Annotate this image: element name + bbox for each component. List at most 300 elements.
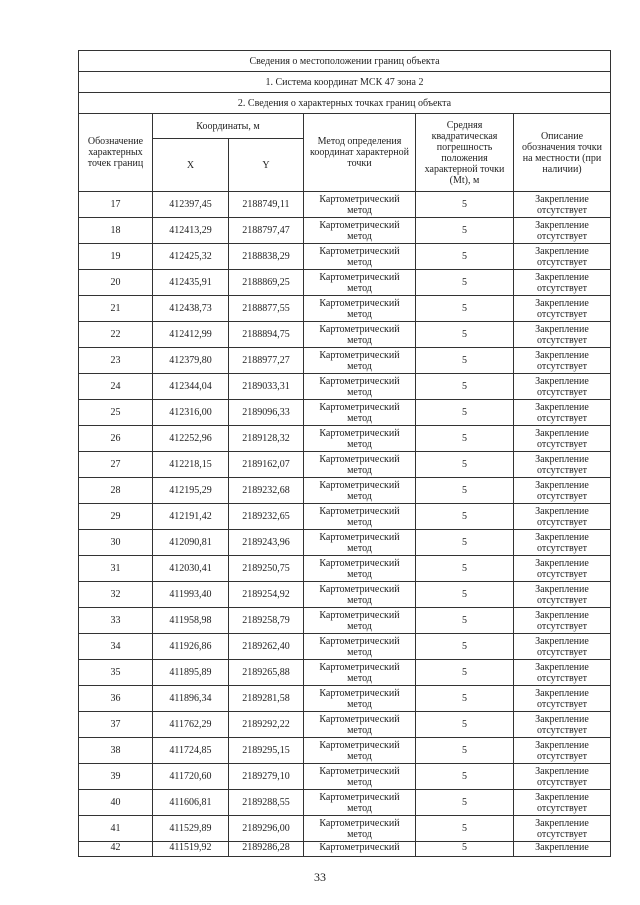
y-coordinate-cell xyxy=(229,842,304,857)
error-cell xyxy=(416,816,514,842)
point-number-cell-text: 33 xyxy=(110,615,121,626)
description-cell-text: отсутствует xyxy=(536,230,588,242)
y-coordinate-cell-text: 2189295,15 xyxy=(242,745,290,756)
method-cell-text: метод xyxy=(347,828,372,840)
error-cell-text: 5 xyxy=(462,719,467,730)
table-row xyxy=(79,556,611,582)
x-coordinate-cell xyxy=(153,426,229,452)
method-cell-text: Картометрический xyxy=(319,219,400,231)
error-cell-text: 5 xyxy=(462,251,467,262)
point-number-cell xyxy=(79,556,153,582)
point-number-cell xyxy=(79,634,153,660)
y-coordinate-cell-text: 2189258,79 xyxy=(242,615,290,626)
error-cell xyxy=(416,530,514,556)
description-cell-text: Закрепление xyxy=(535,375,589,387)
y-coordinate-cell-text: 2189292,22 xyxy=(242,719,290,730)
x-coordinate-cell-text: 412412,99 xyxy=(169,329,212,340)
page-number: 33 xyxy=(314,870,326,884)
x-coordinate-cell-text: 411519,92 xyxy=(169,842,212,853)
description-cell xyxy=(514,296,611,322)
table-row xyxy=(79,218,611,244)
description-cell xyxy=(514,530,611,556)
description-cell xyxy=(514,660,611,686)
method-cell-text: метод xyxy=(347,412,372,424)
table-row xyxy=(79,322,611,348)
method-cell xyxy=(304,790,416,816)
point-number-cell xyxy=(79,764,153,790)
method-cell xyxy=(304,244,416,270)
point-number-cell-text: 21 xyxy=(110,303,121,314)
method-cell xyxy=(304,426,416,452)
description-cell xyxy=(514,686,611,712)
method-cell-text: Картометрический xyxy=(319,739,400,751)
description-cell-text: Закрепление xyxy=(535,193,589,205)
x-coordinate-cell xyxy=(153,842,229,857)
point-number-cell-text: 37 xyxy=(110,719,121,730)
method-cell xyxy=(304,348,416,374)
table-row xyxy=(79,842,611,857)
y-coordinate-cell-text: 2189279,10 xyxy=(242,771,290,782)
method-cell xyxy=(304,738,416,764)
description-cell xyxy=(514,738,611,764)
x-coordinate-cell-text: 411606,81 xyxy=(169,797,212,808)
x-coordinate-cell-text: 411958,98 xyxy=(169,615,212,626)
point-number-cell-text: 41 xyxy=(110,823,121,834)
point-number-cell-text: 32 xyxy=(110,589,121,600)
description-cell-text: Закрепление xyxy=(535,531,589,543)
method-cell-text: Картометрический xyxy=(319,193,400,205)
point-number-cell xyxy=(79,582,153,608)
description-cell xyxy=(514,608,611,634)
method-cell xyxy=(304,764,416,790)
description-cell-text: отсутствует xyxy=(536,412,588,424)
table-row xyxy=(79,348,611,374)
method-cell-text: Картометрический xyxy=(319,635,400,647)
x-coordinate-cell xyxy=(153,322,229,348)
point-number-cell-text: 18 xyxy=(110,225,121,236)
x-coordinate-cell-text: 411529,89 xyxy=(169,823,212,834)
description-cell-text: Закрепление xyxy=(535,401,589,413)
error-cell xyxy=(416,660,514,686)
method-cell-text: метод xyxy=(347,620,372,632)
description-cell-text: Закрепление xyxy=(535,765,589,777)
error-cell xyxy=(416,426,514,452)
x-coordinate-cell-text: 411762,29 xyxy=(169,719,212,730)
point-number-cell-text: 31 xyxy=(110,563,121,574)
method-cell-text: Картометрический xyxy=(319,245,400,257)
description-cell xyxy=(514,348,611,374)
point-number-cell-text: 17 xyxy=(110,199,121,210)
point-number-cell-text: 20 xyxy=(110,277,121,288)
x-coordinate-cell xyxy=(153,764,229,790)
y-coordinate-cell-text: 2189232,65 xyxy=(242,511,290,522)
point-number-cell-text: 30 xyxy=(110,537,121,548)
method-cell-text: метод xyxy=(347,568,372,580)
y-coordinate-cell-text: 2189254,92 xyxy=(242,589,290,600)
y-coordinate-cell-text: 2189265,88 xyxy=(242,667,290,678)
point-number-cell-text: 40 xyxy=(110,797,121,808)
x-coordinate-cell-text: 412425,32 xyxy=(169,251,212,262)
table-row xyxy=(79,374,611,400)
table-row xyxy=(79,790,611,816)
description-cell-text: Закрепление xyxy=(535,271,589,283)
description-cell xyxy=(514,218,611,244)
y-coordinate-cell-text: 2189286,28 xyxy=(242,842,290,853)
description-cell-text: отсутствует xyxy=(536,464,588,476)
x-coordinate-cell-text: 412438,73 xyxy=(169,303,212,314)
method-cell-text: Картометрический xyxy=(319,687,400,699)
error-cell-text: 5 xyxy=(462,589,467,600)
y-coordinate-cell xyxy=(229,660,304,686)
point-number-cell xyxy=(79,504,153,530)
description-cell-text: отсутствует xyxy=(536,620,588,632)
y-coordinate-cell-text: 2188977,27 xyxy=(242,355,290,366)
point-number-cell xyxy=(79,790,153,816)
coordinate-system-title: 1. Система координат МСК 47 зона 2 xyxy=(79,72,611,93)
x-coordinate-cell xyxy=(153,738,229,764)
header-error: Средняя квадратическая погрешность положения характерной точки (Mt), м xyxy=(416,114,514,192)
method-cell xyxy=(304,478,416,504)
x-coordinate-cell xyxy=(153,504,229,530)
point-number-cell-text: 26 xyxy=(110,433,121,444)
error-cell-text: 5 xyxy=(462,485,467,496)
x-coordinate-cell-text: 411724,85 xyxy=(169,745,212,756)
x-coordinate-cell xyxy=(153,374,229,400)
description-cell-text: Закрепление xyxy=(535,219,589,231)
error-cell-text: 5 xyxy=(462,407,467,418)
points-title: 2. Сведения о характерных точках границ объекта xyxy=(79,93,611,114)
x-coordinate-cell-text: 412435,91 xyxy=(169,277,212,288)
error-cell xyxy=(416,556,514,582)
method-cell-text: Картометрический xyxy=(319,323,400,335)
method-cell xyxy=(304,322,416,348)
table-row xyxy=(79,608,611,634)
method-cell-text: метод xyxy=(347,386,372,398)
point-number-cell xyxy=(79,686,153,712)
point-number-cell xyxy=(79,712,153,738)
method-cell-text: метод xyxy=(347,724,372,736)
header-method: Метод определения координат характерной точки xyxy=(304,114,416,192)
point-number-cell xyxy=(79,478,153,504)
x-coordinate-cell xyxy=(153,218,229,244)
y-coordinate-cell-text: 2188869,25 xyxy=(242,277,290,288)
description-cell-text: отсутствует xyxy=(536,516,588,528)
x-coordinate-cell xyxy=(153,270,229,296)
y-coordinate-cell-text: 2188838,29 xyxy=(242,251,290,262)
x-coordinate-cell-text: 411993,40 xyxy=(169,589,212,600)
description-cell-text: отсутствует xyxy=(536,750,588,762)
description-cell-text: Закрепление xyxy=(535,349,589,361)
x-coordinate-cell-text: 412218,15 xyxy=(169,459,212,470)
y-coordinate-cell-text: 2189243,96 xyxy=(242,537,290,548)
section-title: Сведения о местоположении границ объекта xyxy=(79,51,611,72)
header-x: X xyxy=(153,139,229,192)
description-cell-text: Закрепление xyxy=(535,245,589,257)
table-row xyxy=(79,634,611,660)
error-cell-text: 5 xyxy=(462,771,467,782)
x-coordinate-cell-text: 412379,80 xyxy=(169,355,212,366)
y-coordinate-cell xyxy=(229,530,304,556)
header-designation: Обозначение характерных точек границ xyxy=(79,114,153,192)
error-cell xyxy=(416,270,514,296)
method-cell xyxy=(304,556,416,582)
error-cell xyxy=(416,608,514,634)
method-cell-text: метод xyxy=(347,464,372,476)
x-coordinate-cell xyxy=(153,686,229,712)
point-number-cell-text: 38 xyxy=(110,745,121,756)
error-cell-text: 5 xyxy=(462,459,467,470)
error-cell xyxy=(416,478,514,504)
y-coordinate-cell-text: 2189232,68 xyxy=(242,485,290,496)
header-y: Y xyxy=(229,139,304,192)
error-cell xyxy=(416,686,514,712)
description-cell xyxy=(514,712,611,738)
error-cell-text: 5 xyxy=(462,303,467,314)
description-cell xyxy=(514,270,611,296)
method-cell xyxy=(304,296,416,322)
description-cell-text: отсутствует xyxy=(536,438,588,450)
x-coordinate-cell-text: 411896,34 xyxy=(169,693,212,704)
y-coordinate-cell xyxy=(229,426,304,452)
error-cell-text: 5 xyxy=(462,842,467,853)
y-coordinate-cell-text: 2189162,07 xyxy=(242,459,290,470)
x-coordinate-cell xyxy=(153,790,229,816)
method-cell-text: Картометрический xyxy=(319,479,400,491)
x-coordinate-cell xyxy=(153,478,229,504)
method-cell xyxy=(304,192,416,218)
method-cell-text: Картометрический xyxy=(319,791,400,803)
y-coordinate-cell-text: 2188797,47 xyxy=(242,225,290,236)
method-cell-text: Картометрический xyxy=(319,713,400,725)
method-cell-text: Картометрический xyxy=(319,583,400,595)
description-cell-text: отсутствует xyxy=(536,776,588,788)
x-coordinate-cell xyxy=(153,452,229,478)
x-coordinate-cell xyxy=(153,296,229,322)
error-cell-text: 5 xyxy=(462,537,467,548)
description-cell-text: Закрепление xyxy=(535,557,589,569)
description-cell-text: отсутствует xyxy=(536,646,588,658)
method-cell-text: метод xyxy=(347,360,372,372)
point-number-cell-text: 39 xyxy=(110,771,121,782)
method-cell-text: Картометрический xyxy=(319,271,400,283)
point-number-cell xyxy=(79,296,153,322)
table-row xyxy=(79,400,611,426)
method-cell-text: Картометрический xyxy=(319,349,400,361)
method-cell-text: метод xyxy=(347,204,372,216)
x-coordinate-cell-text: 412252,96 xyxy=(169,433,212,444)
x-coordinate-cell-text: 411720,60 xyxy=(169,771,212,782)
error-cell-text: 5 xyxy=(462,511,467,522)
method-cell-text: метод xyxy=(347,438,372,450)
x-coordinate-cell-text: 411895,89 xyxy=(169,667,212,678)
method-cell-text: Картометрический xyxy=(319,401,400,413)
y-coordinate-cell-text: 2189296,00 xyxy=(242,823,290,834)
point-number-cell xyxy=(79,348,153,374)
y-coordinate-cell xyxy=(229,374,304,400)
description-cell-text: Закрепление xyxy=(535,583,589,595)
description-cell xyxy=(514,790,611,816)
method-cell xyxy=(304,686,416,712)
description-cell xyxy=(514,634,611,660)
description-cell-text: Закрепление xyxy=(535,427,589,439)
method-cell-text: метод xyxy=(347,542,372,554)
table-row xyxy=(79,270,611,296)
method-cell xyxy=(304,218,416,244)
table-row xyxy=(79,296,611,322)
description-cell xyxy=(514,764,611,790)
error-cell xyxy=(416,738,514,764)
method-cell xyxy=(304,270,416,296)
method-cell-text: Картометрический xyxy=(319,505,400,517)
y-coordinate-cell-text: 2189281,58 xyxy=(242,693,290,704)
method-cell-text: метод xyxy=(347,594,372,606)
error-cell xyxy=(416,400,514,426)
error-cell-text: 5 xyxy=(462,225,467,236)
point-number-cell xyxy=(79,192,153,218)
error-cell xyxy=(416,504,514,530)
point-number-cell xyxy=(79,400,153,426)
description-cell xyxy=(514,400,611,426)
point-number-cell xyxy=(79,322,153,348)
method-cell-text: Картометрический xyxy=(319,842,400,853)
point-number-cell-text: 24 xyxy=(110,381,121,392)
y-coordinate-cell xyxy=(229,790,304,816)
table-row xyxy=(79,686,611,712)
method-cell xyxy=(304,712,416,738)
x-coordinate-cell xyxy=(153,816,229,842)
method-cell-text: Картометрический xyxy=(319,531,400,543)
method-cell-text: метод xyxy=(347,490,372,502)
description-cell-text: Закрепление xyxy=(535,453,589,465)
error-cell-text: 5 xyxy=(462,329,467,340)
y-coordinate-cell-text: 2189262,40 xyxy=(242,641,290,652)
method-cell-text: Картометрический xyxy=(319,765,400,777)
point-number-cell xyxy=(79,608,153,634)
point-number-cell-text: 22 xyxy=(110,329,121,340)
description-cell-text: отсутствует xyxy=(536,724,588,736)
method-cell-text: метод xyxy=(347,776,372,788)
table-row xyxy=(79,192,611,218)
x-coordinate-cell xyxy=(153,608,229,634)
point-number-cell-text: 35 xyxy=(110,667,121,678)
y-coordinate-cell-text: 2189096,33 xyxy=(242,407,290,418)
description-cell-text: Закрепление xyxy=(535,713,589,725)
y-coordinate-cell xyxy=(229,218,304,244)
description-cell xyxy=(514,478,611,504)
error-cell-text: 5 xyxy=(462,693,467,704)
y-coordinate-cell xyxy=(229,712,304,738)
x-coordinate-cell xyxy=(153,634,229,660)
method-cell-text: метод xyxy=(347,646,372,658)
y-coordinate-cell-text: 2189128,32 xyxy=(242,433,290,444)
y-coordinate-cell-text: 2188894,75 xyxy=(242,329,290,340)
method-cell-text: метод xyxy=(347,698,372,710)
error-cell xyxy=(416,764,514,790)
method-cell-text: метод xyxy=(347,516,372,528)
x-coordinate-cell-text: 412397,45 xyxy=(169,199,212,210)
y-coordinate-cell xyxy=(229,738,304,764)
table-row xyxy=(79,426,611,452)
y-coordinate-cell-text: 2189250,75 xyxy=(242,563,290,574)
point-number-cell xyxy=(79,426,153,452)
point-number-cell xyxy=(79,842,153,857)
method-cell-text: метод xyxy=(347,750,372,762)
description-cell xyxy=(514,452,611,478)
y-coordinate-cell-text: 2188749,11 xyxy=(242,199,290,210)
x-coordinate-cell-text: 412191,42 xyxy=(169,511,212,522)
error-cell-text: 5 xyxy=(462,433,467,444)
description-cell-text: Закрепление xyxy=(535,609,589,621)
point-number-cell xyxy=(79,374,153,400)
description-cell-text: Закрепление xyxy=(535,739,589,751)
description-cell-text: Закрепление xyxy=(535,297,589,309)
x-coordinate-cell xyxy=(153,348,229,374)
description-cell xyxy=(514,816,611,842)
method-cell xyxy=(304,842,416,857)
method-cell-text: метод xyxy=(347,230,372,242)
error-cell xyxy=(416,244,514,270)
error-cell-text: 5 xyxy=(462,355,467,366)
method-cell-text: метод xyxy=(347,334,372,346)
method-cell-text: Картометрический xyxy=(319,557,400,569)
error-cell-text: 5 xyxy=(462,381,467,392)
error-cell xyxy=(416,296,514,322)
method-cell xyxy=(304,452,416,478)
method-cell-text: Картометрический xyxy=(319,609,400,621)
point-number-cell-text: 36 xyxy=(110,693,121,704)
y-coordinate-cell xyxy=(229,608,304,634)
x-coordinate-cell xyxy=(153,530,229,556)
error-cell-text: 5 xyxy=(462,199,467,210)
x-coordinate-cell-text: 412316,00 xyxy=(169,407,212,418)
table-row xyxy=(79,660,611,686)
description-cell xyxy=(514,374,611,400)
description-cell-text: отсутствует xyxy=(536,802,588,814)
point-number-cell-text: 42 xyxy=(110,842,121,853)
x-coordinate-cell-text: 411926,86 xyxy=(169,641,212,652)
error-cell xyxy=(416,790,514,816)
method-cell-text: метод xyxy=(347,672,372,684)
method-cell xyxy=(304,634,416,660)
x-coordinate-cell xyxy=(153,244,229,270)
table-row xyxy=(79,504,611,530)
point-number-cell-text: 34 xyxy=(110,641,121,652)
error-cell xyxy=(416,842,514,857)
description-cell-text: отсутствует xyxy=(536,698,588,710)
table-row xyxy=(79,738,611,764)
y-coordinate-cell xyxy=(229,244,304,270)
point-number-cell-text: 29 xyxy=(110,511,121,522)
x-coordinate-cell xyxy=(153,556,229,582)
error-cell-text: 5 xyxy=(462,667,467,678)
table-row xyxy=(79,764,611,790)
description-cell-text: отсутствует xyxy=(536,360,588,372)
y-coordinate-cell xyxy=(229,634,304,660)
x-coordinate-cell xyxy=(153,400,229,426)
method-cell-text: Картометрический xyxy=(319,297,400,309)
y-coordinate-cell-text: 2189033,31 xyxy=(242,381,290,392)
x-coordinate-cell-text: 412090,81 xyxy=(169,537,212,548)
point-number-cell-text: 27 xyxy=(110,459,121,470)
method-cell xyxy=(304,582,416,608)
error-cell-text: 5 xyxy=(462,641,467,652)
description-cell-text: отсутствует xyxy=(536,542,588,554)
y-coordinate-cell-text: 2188877,55 xyxy=(242,303,290,314)
description-cell-text: отсутствует xyxy=(536,386,588,398)
error-cell xyxy=(416,582,514,608)
description-cell xyxy=(514,322,611,348)
description-cell-text: отсутствует xyxy=(536,594,588,606)
